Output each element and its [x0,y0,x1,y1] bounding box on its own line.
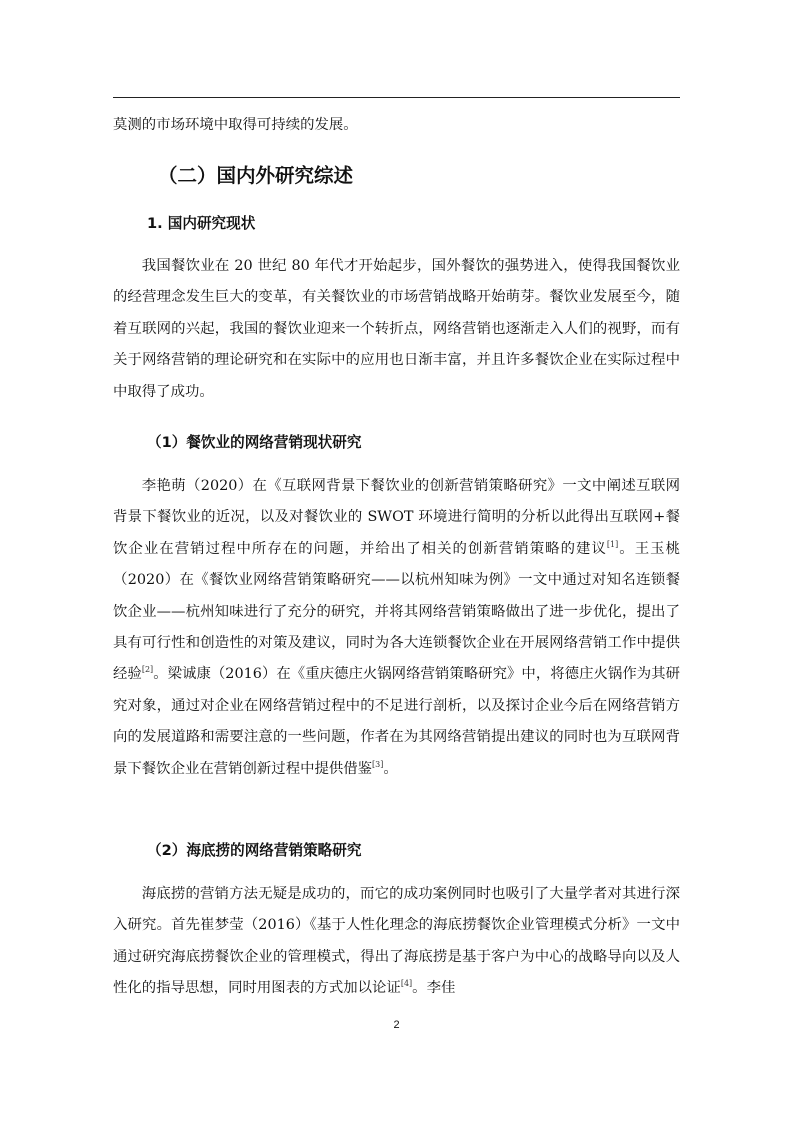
topic2-text-1: 海底捞的营销方法无疑是成功的，而它的成功案例同时也吸引了大量学者对其进行深入研究。首先崔梦莹（2016）《基于人性化理念的海底捞餐饮企业管理模式分析》一文中通过研究海底捞餐饮企业的管理模式，得出了海底捞是基于客户为中心的战略导向以及人性化的指导思想，同时用图表的方式加以论证 [113,886,680,997]
page-number: 2 [393,1019,400,1031]
continuation-text: 莫测的市场环境中取得可持续的发展。 [113,117,358,133]
subsection-heading: 1. 国内研究现状 [147,215,256,232]
topic1-text-3: 。梁诚康（2016）在《重庆德庄火锅网络营销策略研究》中，将德庄火锅作为其研究对象，通过对企业在网络营销过程中的不足进行剖析，以及探讨企业今后在网络营销方向的发展道路和需要注意的一些问题，作者在为其网络营销提出建议的同时也为互联网背景下餐饮企业在营销创新过程中提供借鉴 [113,666,680,777]
topic1-paragraph [113,471,680,785]
topic2-heading: （2）海底捞的网络营销策略研究 [147,842,362,859]
topic2-text-2: 。李佳 [412,980,456,997]
intro-paragraph: 我国餐饮业在 20 世纪 80 年代才开始起步，国外餐饮的强势进入，使得我国餐饮业的经营理念发生巨大的变革，有关餐饮业的市场营销战略开始萌芽。餐饮业发展至今，随着互联网的兴起，我国的餐饮业迎来一个转折点，网络营销也逐渐走入人们的视野，而有关于网络营销的理论研究和在实际中的应用也日渐丰富，并且许多餐饮企业在实际过程中中取得了成功。 [113,258,680,400]
citation-4: [4] [400,979,413,989]
topic1-text-1: 李艳萌（2020）在《互联网背景下餐饮业的创新营销策略研究》一文中阐述互联网背景下餐饮业的近况，以及对餐饮业的 SWOT 环境进行简明的分析以此得出互联网+餐饮企业在营销过程中所存在的问题，并给出了相关的创新营销策略的建议 [113,478,680,557]
citation-2: [2] [141,665,154,675]
topic1-heading: （1）餐饮业的网络营销现状研究 [147,434,362,451]
citation-3: [3] [372,759,384,769]
topic1-text-4: 。 [383,760,398,777]
header-rule [113,97,680,98]
citation-1: [1] [606,539,619,549]
section-heading: （二）国内外研究综述 [158,164,354,187]
topic1-text-2: 。王玉桃（2020）在《餐饮业网络营销策略研究——以杭州知味为例》一文中通过对知名连锁餐饮企业——杭州知味进行了充分的研究，并将其网络营销策略做出了进一步优化，提出了具有可行性和创造性的对策及建议，同时为各大连锁餐饮企业在开展网络营销工作中提供经验 [113,540,680,683]
topic2-paragraph [113,879,680,1005]
